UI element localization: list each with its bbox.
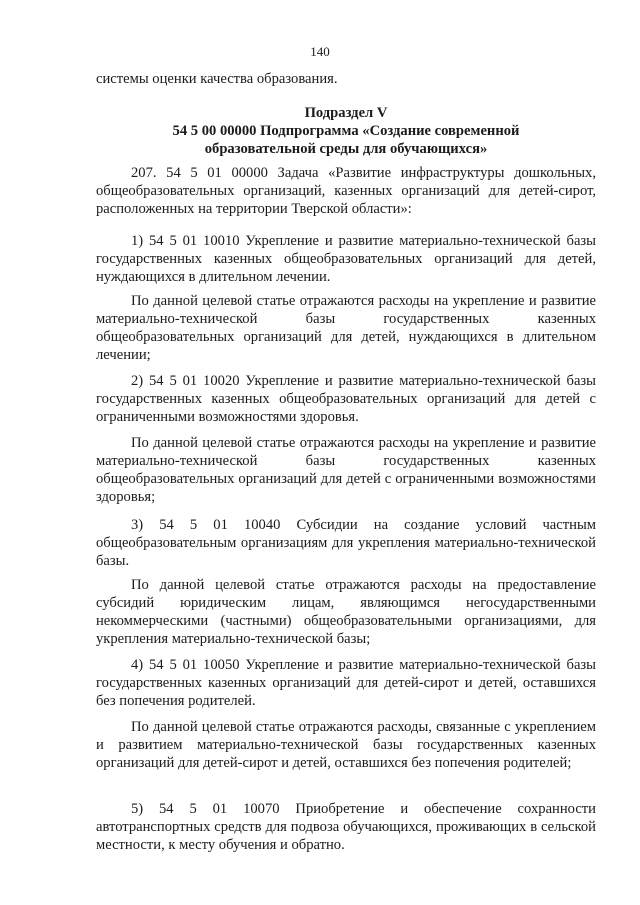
heading-line-2: 54 5 00 00000 Подпрограмма «Создание современной — [172, 123, 520, 139]
paragraph: 1) 54 5 01 10010 Укрепление и развитие материально-технической базы государственных казенных общеобразовательных организаций для детей, нуждающихся в длительном лечении. — [96, 233, 596, 285]
page-number: 140 — [310, 44, 330, 59]
continuation-line: системы оценки качества образования. — [96, 71, 338, 87]
paragraph: По данной целевой статье отражаются расходы на предоставление субсидий юридическим лицам, являющимся негосударственными некоммерческими (частными) общеобразовательными организациями, для укрепления материально-технической базы; — [96, 577, 596, 647]
item-4-description — [96, 718, 596, 772]
paragraph: 4) 54 5 01 10050 Укрепление и развитие материально-технической базы государственных казенных организаций для детей-сирот и детей, оставшихся без попечения родителей. — [96, 657, 596, 709]
item-1 — [96, 232, 596, 286]
paragraph: По данной целевой статье отражаются расходы, связанные с укреплением и развитием материально-технической базы государственных казенных организаций для детей-сирот и детей, оставшихся без попечения родителей; — [96, 719, 596, 771]
item-2 — [96, 372, 596, 426]
paragraph: По данной целевой статье отражаются расходы на укрепление и развитие материально-технической базы государственных казенных общеобразовательных организаций для детей с ограниченными возможностями здоровья; — [96, 435, 596, 505]
item-3 — [96, 516, 596, 570]
item-5 — [96, 800, 596, 854]
item-3-description — [96, 576, 596, 648]
item-2-description — [96, 434, 596, 506]
paragraph-207 — [96, 164, 596, 218]
section-heading — [96, 104, 596, 158]
item-4 — [96, 656, 596, 710]
heading-line-1: Подраздел V — [304, 105, 388, 121]
paragraph: По данной целевой статье отражаются расходы на укрепление и развитие материально-технической базы государственных казенных общеобразовательных организаций для детей, нуждающихся в длительном лечении; — [96, 293, 596, 363]
item-1-description — [96, 292, 596, 364]
paragraph: 3) 54 5 01 10040 Субсидии на создание условий частным общеобразовательным организациям для укрепления материально-технической базы. — [96, 517, 596, 569]
paragraph: 2) 54 5 01 10020 Укрепление и развитие материально-технической базы государственных казенных общеобразовательных организаций для детей с ограниченными возможностями здоровья. — [96, 373, 596, 425]
continuation-text — [96, 70, 596, 88]
heading-line-3: образовательной среды для обучающихся» — [204, 141, 488, 157]
paragraph: 207. 54 5 01 00000 Задача «Развитие инфраструктуры дошкольных, общеобразовательных организаций, казенных организаций для детей-сирот, расположенных на территории Тверской области»: — [96, 165, 596, 217]
paragraph: 5) 54 5 01 10070 Приобретение и обеспечение сохранности автотранспортных средств для подвоза обучающихся, проживающих в сельской местности, к месту обучения и обратно. — [96, 801, 596, 853]
